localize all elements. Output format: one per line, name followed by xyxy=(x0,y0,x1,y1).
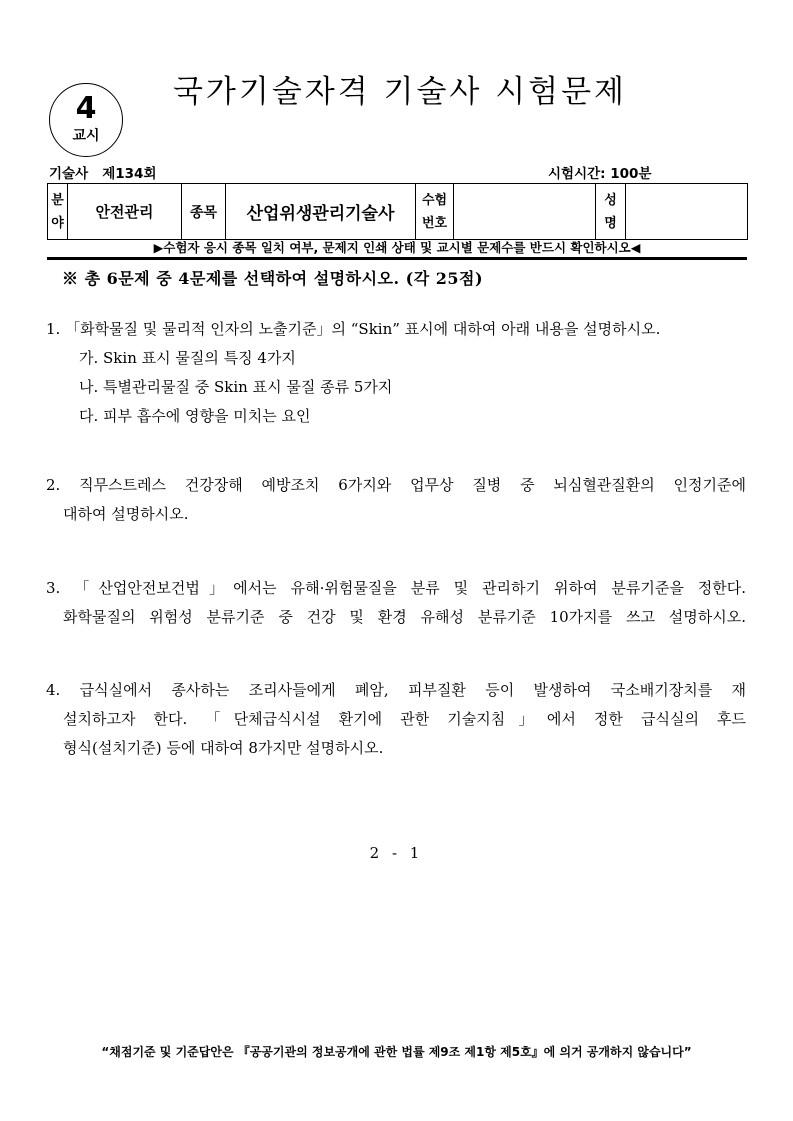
name-label: 성 명 xyxy=(596,184,626,240)
question-line: 2. 직무스트레스 건강장해 예방조치 6가지와 업무상 질병 중 뇌심혈관질환의 인정기준에 xyxy=(46,476,746,494)
period-number: 4 xyxy=(75,91,97,126)
category-label: 종목 xyxy=(182,184,226,240)
exam-number-field[interactable] xyxy=(454,184,596,240)
question-line: 1. 「화학물질 및 물리적 인자의 노출기준」의 “Skin” 표시에 대하여 아래 내용을 설명하시오. xyxy=(46,320,661,338)
footer-disclaimer: “채점기준 및 기준답안은 『공공기관의 정보공개에 관한 법률 제9조 제1항 제5호』에 의거 공개하지 않습니다” xyxy=(101,1045,692,1059)
period-label: 교시 xyxy=(72,128,100,144)
question-subitem: 가. Skin 표시 물질의 특징 4가지 xyxy=(79,349,296,367)
question-line: 형식(설치기준) 등에 대하여 8가지만 설명하시오. xyxy=(63,739,384,757)
page-number: 2 - 1 xyxy=(369,844,424,862)
question-1 xyxy=(46,315,746,431)
exam-number-label: 수험 번호 xyxy=(416,184,454,240)
question-line: 설치하고자 한다. 「단체급식시설 환기에 관한 기술지침」에서 정한 급식실의 후드 xyxy=(63,710,746,728)
period-badge xyxy=(49,83,123,157)
question-line: 대하여 설명하시오. xyxy=(63,505,189,523)
name-field[interactable] xyxy=(626,184,748,240)
question-2 xyxy=(46,471,746,529)
exam-time: 시험시간: 100분 xyxy=(548,166,652,182)
question-4 xyxy=(46,676,746,763)
divider xyxy=(47,257,747,260)
field-value: 안전관리 xyxy=(68,184,182,240)
question-subitem: 나. 특별관리물질 중 Skin 표시 물질 종류 5가지 xyxy=(79,378,393,396)
notice-text: ▶수험자 응시 종목 일치 여부, 문제지 인쇄 상태 및 교시별 문제수를 반드시 확인하시오◀ xyxy=(153,240,641,255)
exam-name: 기술사 제134회 xyxy=(49,166,157,182)
field-label: 분 야 xyxy=(48,184,68,240)
info-table xyxy=(47,183,748,240)
question-line: 3. 「산업안전보건법」에서는 유해·위험물질을 분류 및 관리하기 위하여 분류기준을 정한다. xyxy=(46,579,746,597)
question-3 xyxy=(46,574,746,632)
instruction-text: ※ 총 6문제 중 4문제를 선택하여 설명하시오. (각 25점) xyxy=(62,269,484,288)
question-line: 4. 급식실에서 종사하는 조리사들에게 폐암, 피부질환 등이 발생하여 국소배기장치를 재 xyxy=(46,681,746,699)
question-line: 화학물질의 위험성 분류기준 중 건강 및 환경 유해성 분류기준 10가지를 쓰고 설명하시오. xyxy=(63,608,746,626)
question-subitem: 다. 피부 흡수에 영향을 미치는 요인 xyxy=(79,407,311,425)
category-value: 산업위생관리기술사 xyxy=(226,184,416,240)
page-title: 국가기술자격 기술사 시험문제 xyxy=(172,74,627,110)
